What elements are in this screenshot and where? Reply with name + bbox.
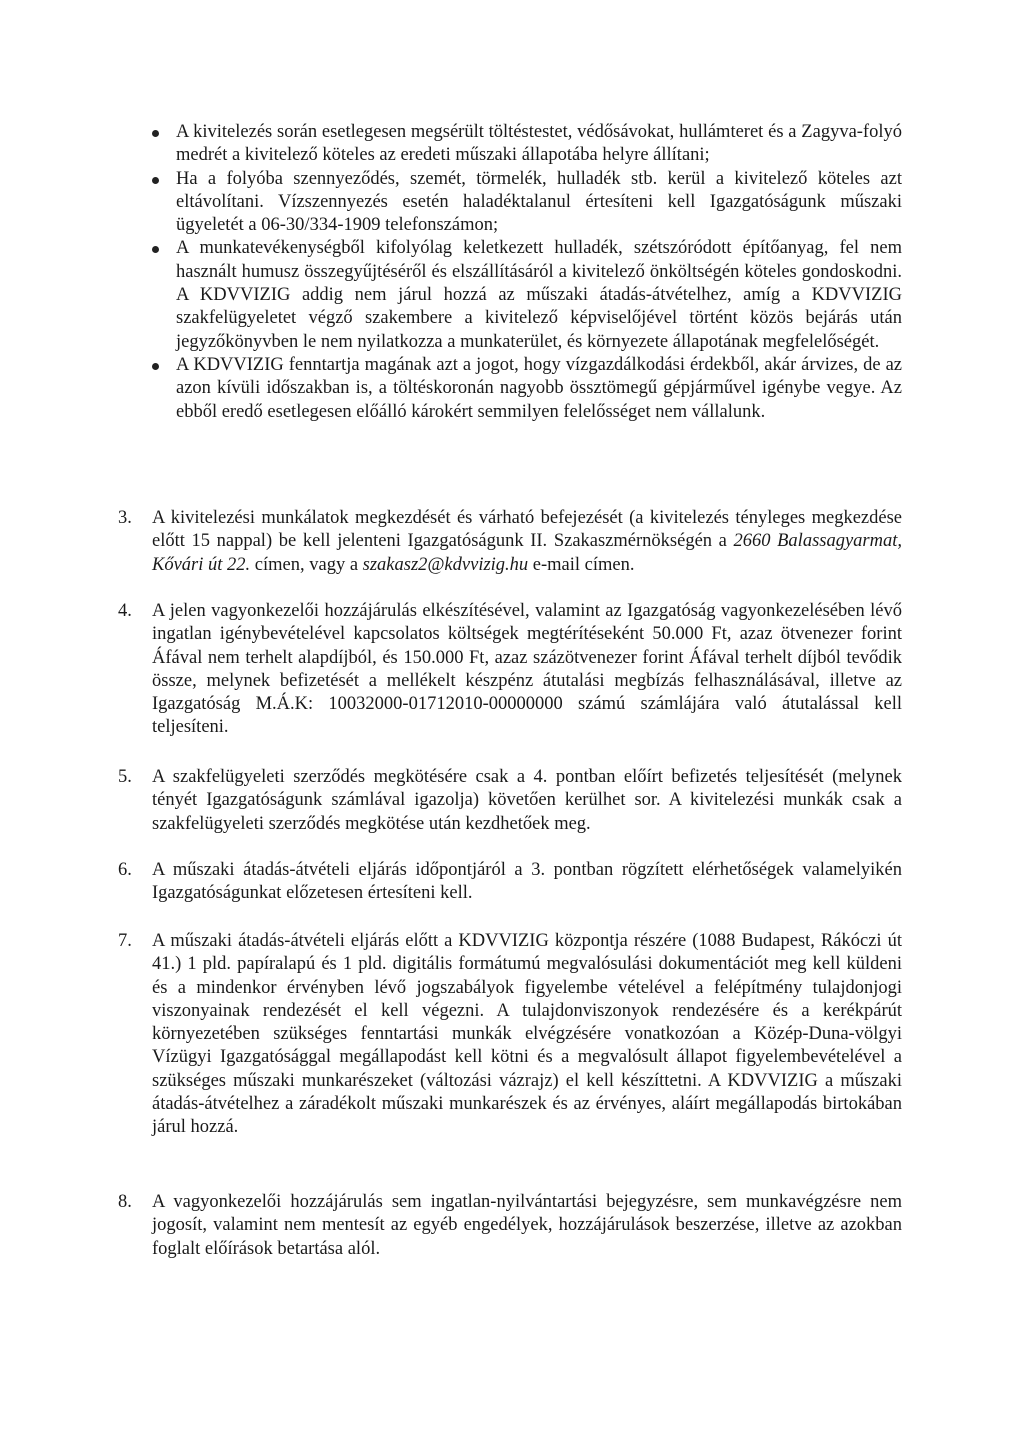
bullet-item (152, 237, 902, 353)
item-text: A műszaki átadás-átvételi eljárás időpontjáról a 3. pontban rögzített elérhetőségek valamelyikén Igazgatóságunkat előzetesen értesíteni kell. (152, 860, 902, 904)
item-text: A műszaki átadás-átvételi eljárás előtt a KDVVIZIG központja részére (1088 Budapest, Rákóczi út 41.) 1 pld. papíralapú és 1 pld. digitális formátumú megvalósulási dokumentációt meg kell küldeni és a mindenkor érvényben lévő jogszabályok figyelembe vételével a felépítmény tulajdonjogi viszonyainak rendezését el kell végezni. A tulajdonviszonyok rendezésére és a kerékpárút környezetében szükséges fenntartási munkák elvégzésére vonatkozóan a Közép-Duna-völgyi Vízügyi Igazgatósággal megállapodást kell kötni és a megvalósult állapot figyelembevételével a szükséges műszaki munkarészeket (változási vázrajz) el kell készíttetni. A KDVVIZIG a műszaki átadás-átvételhez a záradékolt műszaki munkarészek és az érvényes, aláírt megállapodás birtokában járul hozzá. (152, 931, 902, 1138)
bullet-item (152, 121, 902, 168)
item-text-part: címen, vagy a (250, 554, 363, 575)
item-text-part: A kivitelezési munkálatok megkezdését és várható befejezését (a kivitelezés tényleges megkezdése előtt 15 nappal) be kell jelenteni Igazgatóságunk II. Szakaszmérnökségén a (152, 508, 902, 552)
bullet-text: A kivitelezés során esetlegesen megsérült töltéstestet, védősávokat, hullámteret és a Zagyva-folyó medrét a kivitelező köteles az eredeti műszaki állapotába helyre állítani; (176, 122, 902, 166)
bullet-item (152, 168, 902, 238)
bullet-dot-icon (152, 363, 159, 370)
address-text: 2660 Balassagyarmat, Kővári út 22. (152, 531, 903, 575)
item-text-part: e-mail címen. (528, 554, 635, 575)
item-text: A szakfelügyeleti szerződés megkötésére csak a 4. pontban előírt befizetés teljesítését (melynek tényét Igazgatóságunk számlával igazolja) követően kerülhet sor. A kivitelezési munkák csak a szakfelügyeleti szerződés megkötése után kezdhetőek meg. (152, 767, 902, 834)
email-link[interactable]: szakasz2@kdvvizig.hu (362, 554, 529, 575)
numbered-item-8 (118, 1191, 902, 1261)
bullet-item (152, 354, 902, 424)
numbered-item-4 (118, 600, 902, 740)
bullet-text: A munkatevékenységből kifolyólag keletkezett hulladék, szétszóródott építőanyag, fel nem használt humusz összegyűjtéséről és elszállításáról a kivitelező önköltségén köteles gondoskodni. A KDVVIZIG addig nem járul hozzá az műszaki átadás-átvételhez, amíg a KDVVIZIG szakfelügyeletet végző szakembere a kivitelező képviselőjével történt közös bejárás után jegyzőkönyvben le nem nyilatkozza a munkaterület, és környezete állapotának megfelelőségét. (176, 238, 902, 352)
item-number: 4. (118, 601, 132, 621)
bullet-dot-icon (152, 246, 159, 253)
bullet-list (152, 121, 902, 424)
item-text (152, 507, 902, 577)
item-number: 5. (118, 767, 132, 787)
item-text: A jelen vagyonkezelői hozzájárulás elkészítésével, valamint az Igazgatóság vagyonkezelésében lévő ingatlan igénybevételével kapcsolatos költségek megtérítéseként 50.000 Ft, azaz ötvenezer forint Áfával nem terhelt alapdíjból, és 150.000 Ft, azaz százötvenezer forint Áfával terhelt díjból tevődik össze, melynek befizetését a mellékelt készpénz átutalási megbízás felhasználásával, illetve az Igazgatóság M.Á.K: 10032000-01712010-00000000 számú számlájára való átutalással kell teljesíteni. (152, 601, 902, 738)
item-number: 3. (118, 508, 132, 528)
bullet-dot-icon (152, 130, 159, 137)
numbered-item-5 (118, 766, 902, 836)
item-number: 8. (118, 1192, 132, 1212)
numbered-item-3 (118, 507, 902, 577)
numbered-item-7 (118, 930, 902, 1140)
bullet-text: A KDVVIZIG fenntartja magának azt a jogot, hogy vízgazdálkodási érdekből, akár árvizes, de az azon kívüli időszakban is, a töltéskoronán nagyobb össztömegű gépjárművel igénybe vegye. Az ebből eredő esetlegesen előálló károkért semmilyen felelősséget nem vállalunk. (176, 354, 902, 422)
item-number: 7. (118, 931, 132, 951)
numbered-item-6 (118, 859, 902, 906)
item-text: A vagyonkezelői hozzájárulás sem ingatlan-nyilvántartási bejegyzésre, sem munkavégzésre nem jogosít, valamint nem mentesít az egyéb engedélyek, hozzájárulások beszerzése, illetve az azokban foglalt előírások betartása alól. (152, 1192, 902, 1259)
bullet-text: Ha a folyóba szennyeződés, szemét, törmelék, hulladék stb. kerül a kivitelező köteles azt eltávolítani. Vízszennyezés esetén haladéktalanul értesíteni kell Igazgatóságunk műszaki ügyeletét a 06-30/334-1909 telefonszámon; (176, 168, 902, 236)
item-number: 6. (118, 860, 132, 880)
bullet-dot-icon (152, 177, 159, 184)
